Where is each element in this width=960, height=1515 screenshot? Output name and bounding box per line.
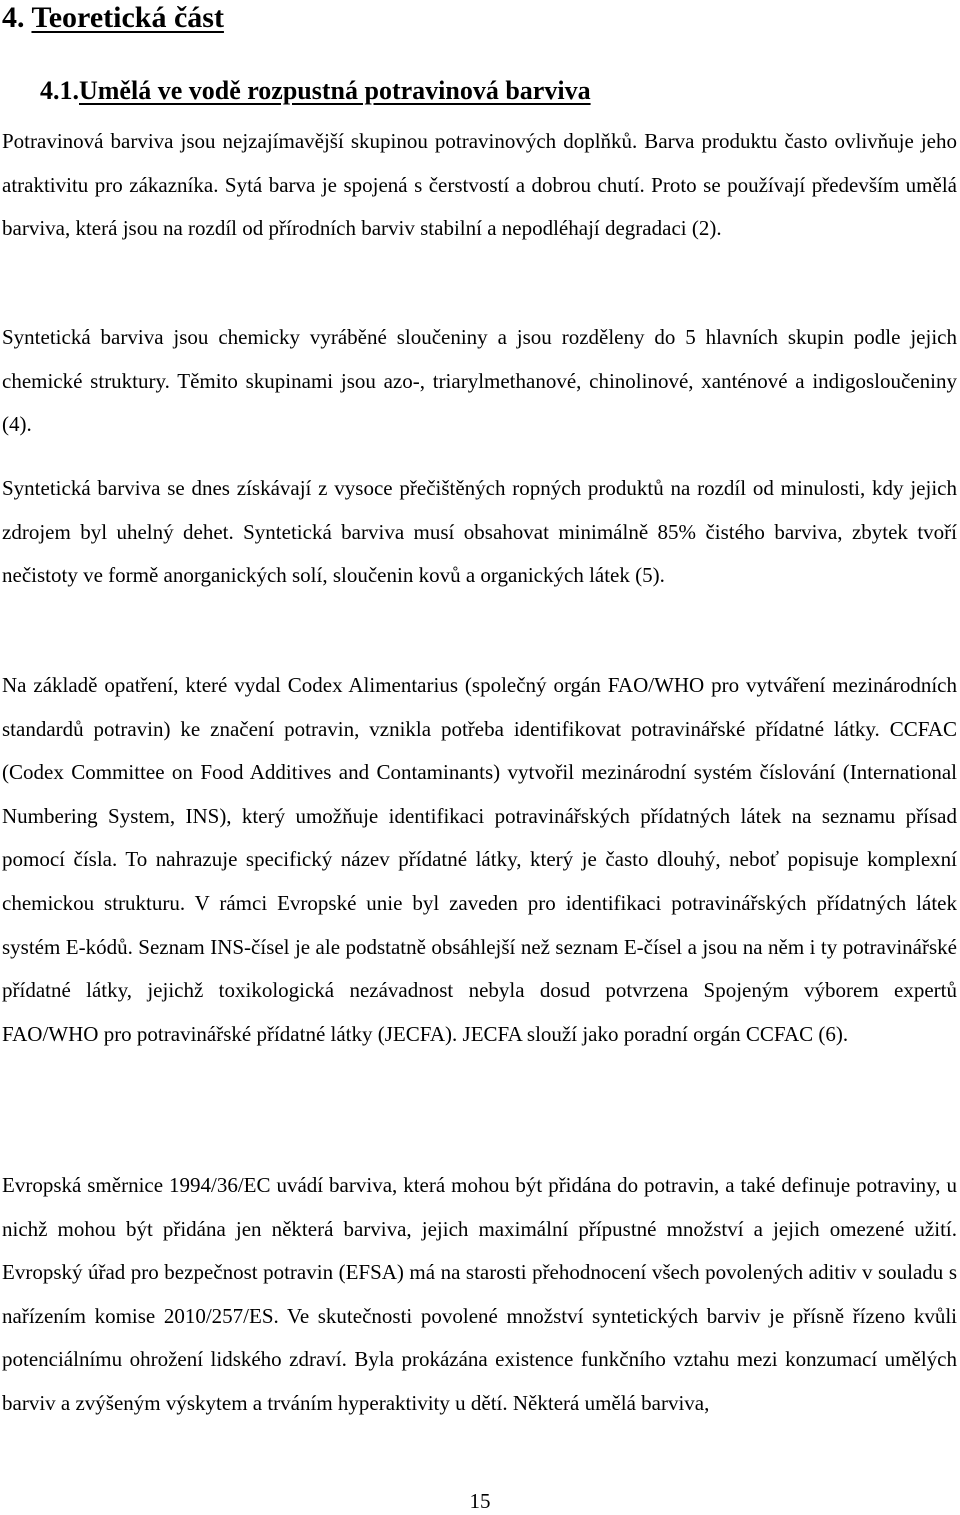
body-paragraph: Syntetická barviva se dnes získávají z vysoce přečištěných ropných produktů na rozdíl od minulosti, kdy jejich zdrojem byl uhelný dehet. Syntetická barviva musí obsahovat minimálně 85% čistého barviva, zbytek tvoří nečistoty ve formě anorganických solí, sloučenin kovů a organických látek (5).	[2, 476, 957, 588]
chapter-heading	[2, 0, 224, 38]
section-title: Umělá ve vodě rozpustná potravinová barviva	[79, 76, 591, 105]
body-paragraph: Evropská směrnice 1994/36/EC uvádí barviva, která mohou být přidána do potravin, a také definuje potraviny, u nichž mohou být přidána jen některá barviva, jejich maximální přípustné množství a jejich omezené užití. Evropský úřad pro bezpečnost potravin (EFSA) má na starosti přehodnocení všech povolených aditiv v souladu s nařízením komise 2010/257/ES. Ve skutečnosti povolené množství syntetických barviv je přísně řízeno kvůli potenciálnímu ohrožení lidského zdraví. Byla prokázána existence funkčního vztahu mezi konzumací umělých barviv a zvýšeným výskytem a trváním hyperaktivity u dětí. Některá umělá barviva,	[2, 1173, 957, 1415]
section-heading	[40, 74, 591, 108]
body-paragraph: Potravinová barviva jsou nejzajímavější skupinou potravinových doplňků. Barva produktu často ovlivňuje jeho atraktivitu pro zákazníka. Sytá barva je spojená s čerstvostí a dobrou chutí. Proto se používají především umělá barviva, která jsou na rozdíl od přírodních barviv stabilní a nepodléhají degradaci (2).	[2, 129, 957, 241]
section-number: 4.1.	[40, 76, 79, 105]
chapter-title: Teoretická část	[31, 1, 224, 34]
chapter-number: 4.	[2, 1, 25, 34]
body-paragraph: Syntetická barviva jsou chemicky vyráběné sloučeniny a jsou rozděleny do 5 hlavních skupin podle jejich chemické struktury. Těmito skupinami jsou azo-, triarylmethanové, chinolinové, xanténové a indigosloučeniny (4).	[2, 325, 957, 437]
page-number: 15	[469, 1489, 491, 1513]
body-paragraph: Na základě opatření, které vydal Codex Alimentarius (společný orgán FAO/WHO pro vytváření mezinárodních standardů potravin) ke značení potravin, vznikla potřeba identifikovat potravinářské přídatné látky. CCFAC (Codex Committee on Food Additives and Contaminants) vytvořil mezinárodní systém číslování (International Numbering System, INS), který umožňuje identifikaci potravinářských přídatných látek na seznamu přísad pomocí čísla. To nahrazuje specifický název přídatné látky, který je často dlouhý, neboť popisuje komplexní chemickou strukturu. V rámci Evropské unie byl zaveden pro identifikaci potravinářských přídatných látek systém E-kódů. Seznam INS-čísel je ale podstatně obsáhlejší než seznam E-čísel a jsou na něm i ty potravinářské přídatné látky, jejichž toxikologická nezávadnost nebyla dosud potvrzena Spojeným výborem expertů FAO/WHO pro potravinářské přídatné látky (JECFA). JECFA slouží jako poradní orgán CCFAC (6).	[2, 673, 957, 1046]
